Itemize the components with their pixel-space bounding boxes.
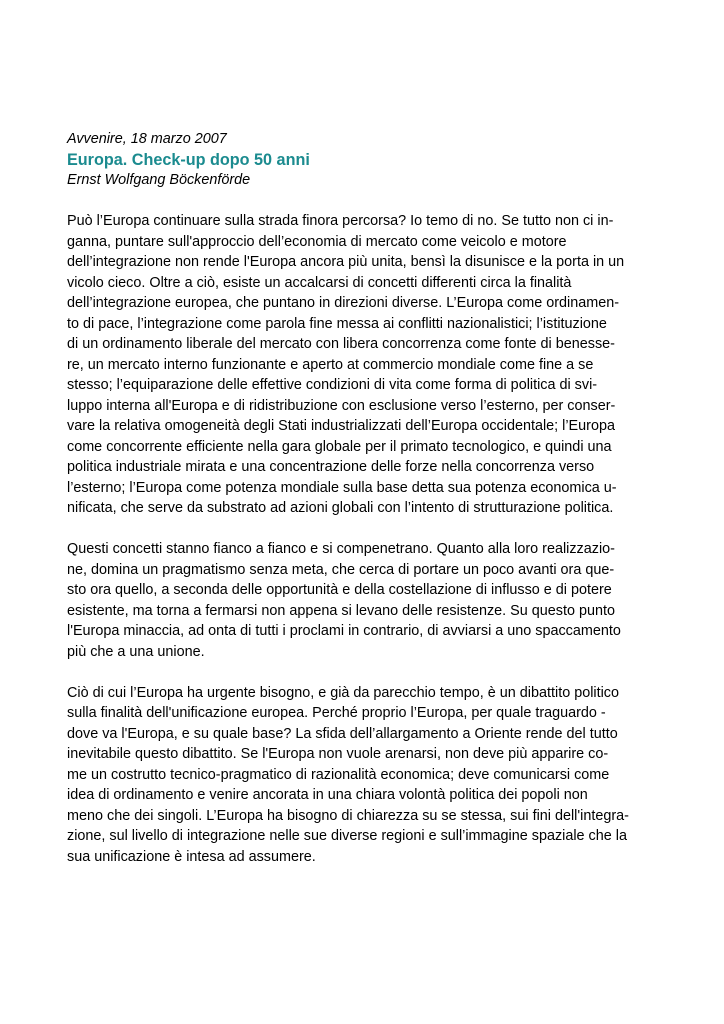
paragraph-line: sulla finalità dell'unificazione europea. Perché proprio l’Europa, per quale traguardo - [67,705,606,721]
paragraph-line: politica industriale mirata e una concentrazione delle forze nella concorrenza verso [67,459,595,475]
paragraph-line: l'Europa minaccia, ad onta di tutti i proclami in contrario, di avviarsi a uno spaccamento [67,623,621,639]
paragraph-line: Può l’Europa continuare sulla strada finora percorsa? Io temo di no. Se tutto non ci in- [67,213,614,229]
paragraph-1 [67,211,659,519]
article-source: Avvenire, 18 marzo 2007 [67,131,227,147]
paragraph-line: ganna, puntare sull'approccio dell’economia di mercato come veicolo e motore [67,233,567,250]
paragraph-line: meno che dei singoli. L’Europa ha bisogno di chiarezza su se stessa, sui fini dell'integra- [67,807,629,824]
paragraph-line: dell’integrazione europea, che puntano in direzioni diverse. L’Europa come ordinamen- [67,295,619,311]
paragraph-line: vicolo cieco. Oltre a ciò, esiste un accalcarsi di concetti differenti circa la finalità [67,274,572,291]
paragraph-line: sto ora quello, a seconda delle opportunità e della costellazione di influsso e di potere [67,582,612,598]
paragraph-3 [67,683,659,868]
paragraph-line: esistente, ma torna a fermarsi non appena si levano delle resistenze. Su questo punto [67,602,615,619]
paragraph-line: inevitabile questo dibattito. Se l'Europa non vuole arenarsi, non deve più apparire co- [67,746,609,762]
paragraph-spacer [67,519,659,540]
paragraph-line: zione, sul livello di integrazione nelle sue diverse regioni e sull’immagine spaziale che la [67,828,627,844]
paragraph-line: sua unificazione è intesa ad assumere. [67,848,316,865]
paragraph-line: di un ordinamento liberale del mercato con libera concorrenza come fonte di benesse- [67,336,615,352]
paragraph-line: re, un mercato interno funzionante e aperto at commercio mondiale come fine a se [67,356,594,373]
paragraph-line: idea di ordinamento e venire ancorata in una chiara volontà politica dei popoli non [67,787,588,803]
paragraph-2 [67,539,659,662]
paragraph-line: più che a una unione. [67,643,205,660]
paragraph-line: ne, domina un pragmatismo senza meta, che cerca di portare un poco avanti ora que- [67,561,615,578]
paragraph-line: dell’integrazione non rende l'Europa ancora più unita, bensì la disunisce e la porta in un [67,254,625,270]
paragraph-line: Questi concetti stanno fianco a fianco e si compenetrano. Quanto alla loro realizzazio- [67,541,615,557]
paragraph-line: to di pace, l’integrazione come parola fine messa ai conflitti nazionalistici; l’istituzione [67,315,607,332]
paragraph-line: stesso; l’equiparazione delle effettive condizioni di vita come forma di politica di svi- [67,377,598,393]
article-title: Europa. Check-up dopo 50 anni [67,150,310,169]
paragraph-line: come concorrente efficiente nella gara globale per il primato tecnologico, e quindi una [67,438,612,455]
paragraph-line: dove va l'Europa, e su quale base? La sfida dell’allargamento a Oriente rende del tutto [67,725,618,742]
paragraph-spacer [67,191,659,212]
paragraph-line: l’esterno; l’Europa come potenza mondiale sulla base detta sua potenza economica u- [67,479,617,496]
article-body [67,129,659,867]
paragraph-spacer [67,662,659,683]
paragraph-line: nificata, che serve da substrato ad azioni globali con l’intento di strutturazione politica. [67,500,614,516]
paragraph-line: vare la relativa omogeneità degli Stati industrializzati dell’Europa occidentale; l’Europa [67,418,615,434]
paragraph-line: luppo interna all'Europa e di ridistribuzione con esclusione verso l’esterno, per conser- [67,397,616,414]
article-author: Ernst Wolfgang Böckenförde [67,172,251,188]
paragraph-line: me un costrutto tecnico-pragmatico di razionalità economica; deve comunicarsi come [67,766,610,783]
paragraph-line: Ciò di cui l’Europa ha urgente bisogno, e già da parecchio tempo, è un dibattito politico [67,684,619,701]
